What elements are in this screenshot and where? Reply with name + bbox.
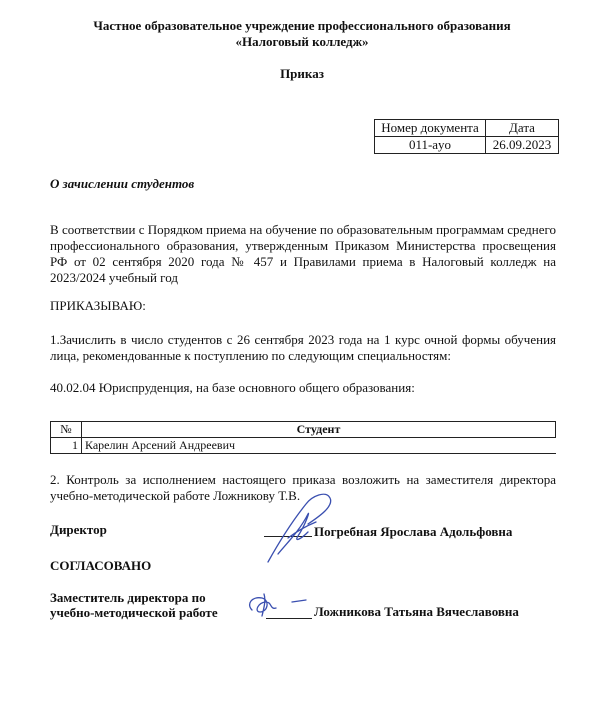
order-word: ПРИКАЗЫВАЮ: (50, 298, 146, 313)
table-row (51, 438, 556, 454)
org-name-line1: Частное образовательное учреждение профессионального образования (93, 18, 511, 33)
agreed-label: СОГЛАСОВАНО (50, 558, 152, 573)
deputy-title-line2: учебно-методической работе (50, 605, 218, 620)
students-table (50, 421, 556, 454)
order-subject: О зачислении студентов (50, 176, 195, 191)
row-num: 1 (51, 438, 82, 454)
date-label: Дата (486, 120, 559, 137)
number-value: 011-аyo (375, 137, 486, 154)
deputy-title-line1: Заместитель директора по (50, 590, 206, 605)
col-header-num: № (51, 422, 82, 438)
preamble-text: В соответствии с Порядком приема на обучение по образовательным программам среднего профессионального образования, утвержденным Приказом Министерства просвещения РФ от 02 сентября 2020 года № 457 и Правилами приема в Налоговый колледж на 2023/2024 учебный год (50, 222, 556, 285)
director-name: Погребная Ярослава Адольфовна (314, 524, 513, 539)
row-student-name: Карелин Арсений Андреевич (82, 438, 556, 454)
item-1-text: 1.Зачислить в число студентов с 26 сентября 2023 года на 1 курс очной формы обучения лица, рекомендованные к поступлению по следующим специальностям: (50, 332, 556, 363)
number-label: Номер документа (375, 120, 486, 137)
date-value: 26.09.2023 (486, 137, 559, 154)
deputy-name: Ложникова Татьяна Вячеславовна (314, 604, 519, 619)
document-type: Приказ (280, 66, 324, 81)
deputy-signature (242, 588, 314, 622)
col-header-student: Студент (82, 422, 556, 438)
item-2-text: 2. Контроль за исполнением настоящего приказа возложить на заместителя директора учебно-методической работе Ложникову Т.В. (50, 472, 556, 503)
org-name-line2: «Налоговый колледж» (235, 34, 369, 49)
director-title: Директор (50, 522, 107, 537)
document-meta-table (374, 119, 559, 154)
specialty-line: 40.02.04 Юриспруденция, на базе основного общего образования: (50, 380, 415, 395)
